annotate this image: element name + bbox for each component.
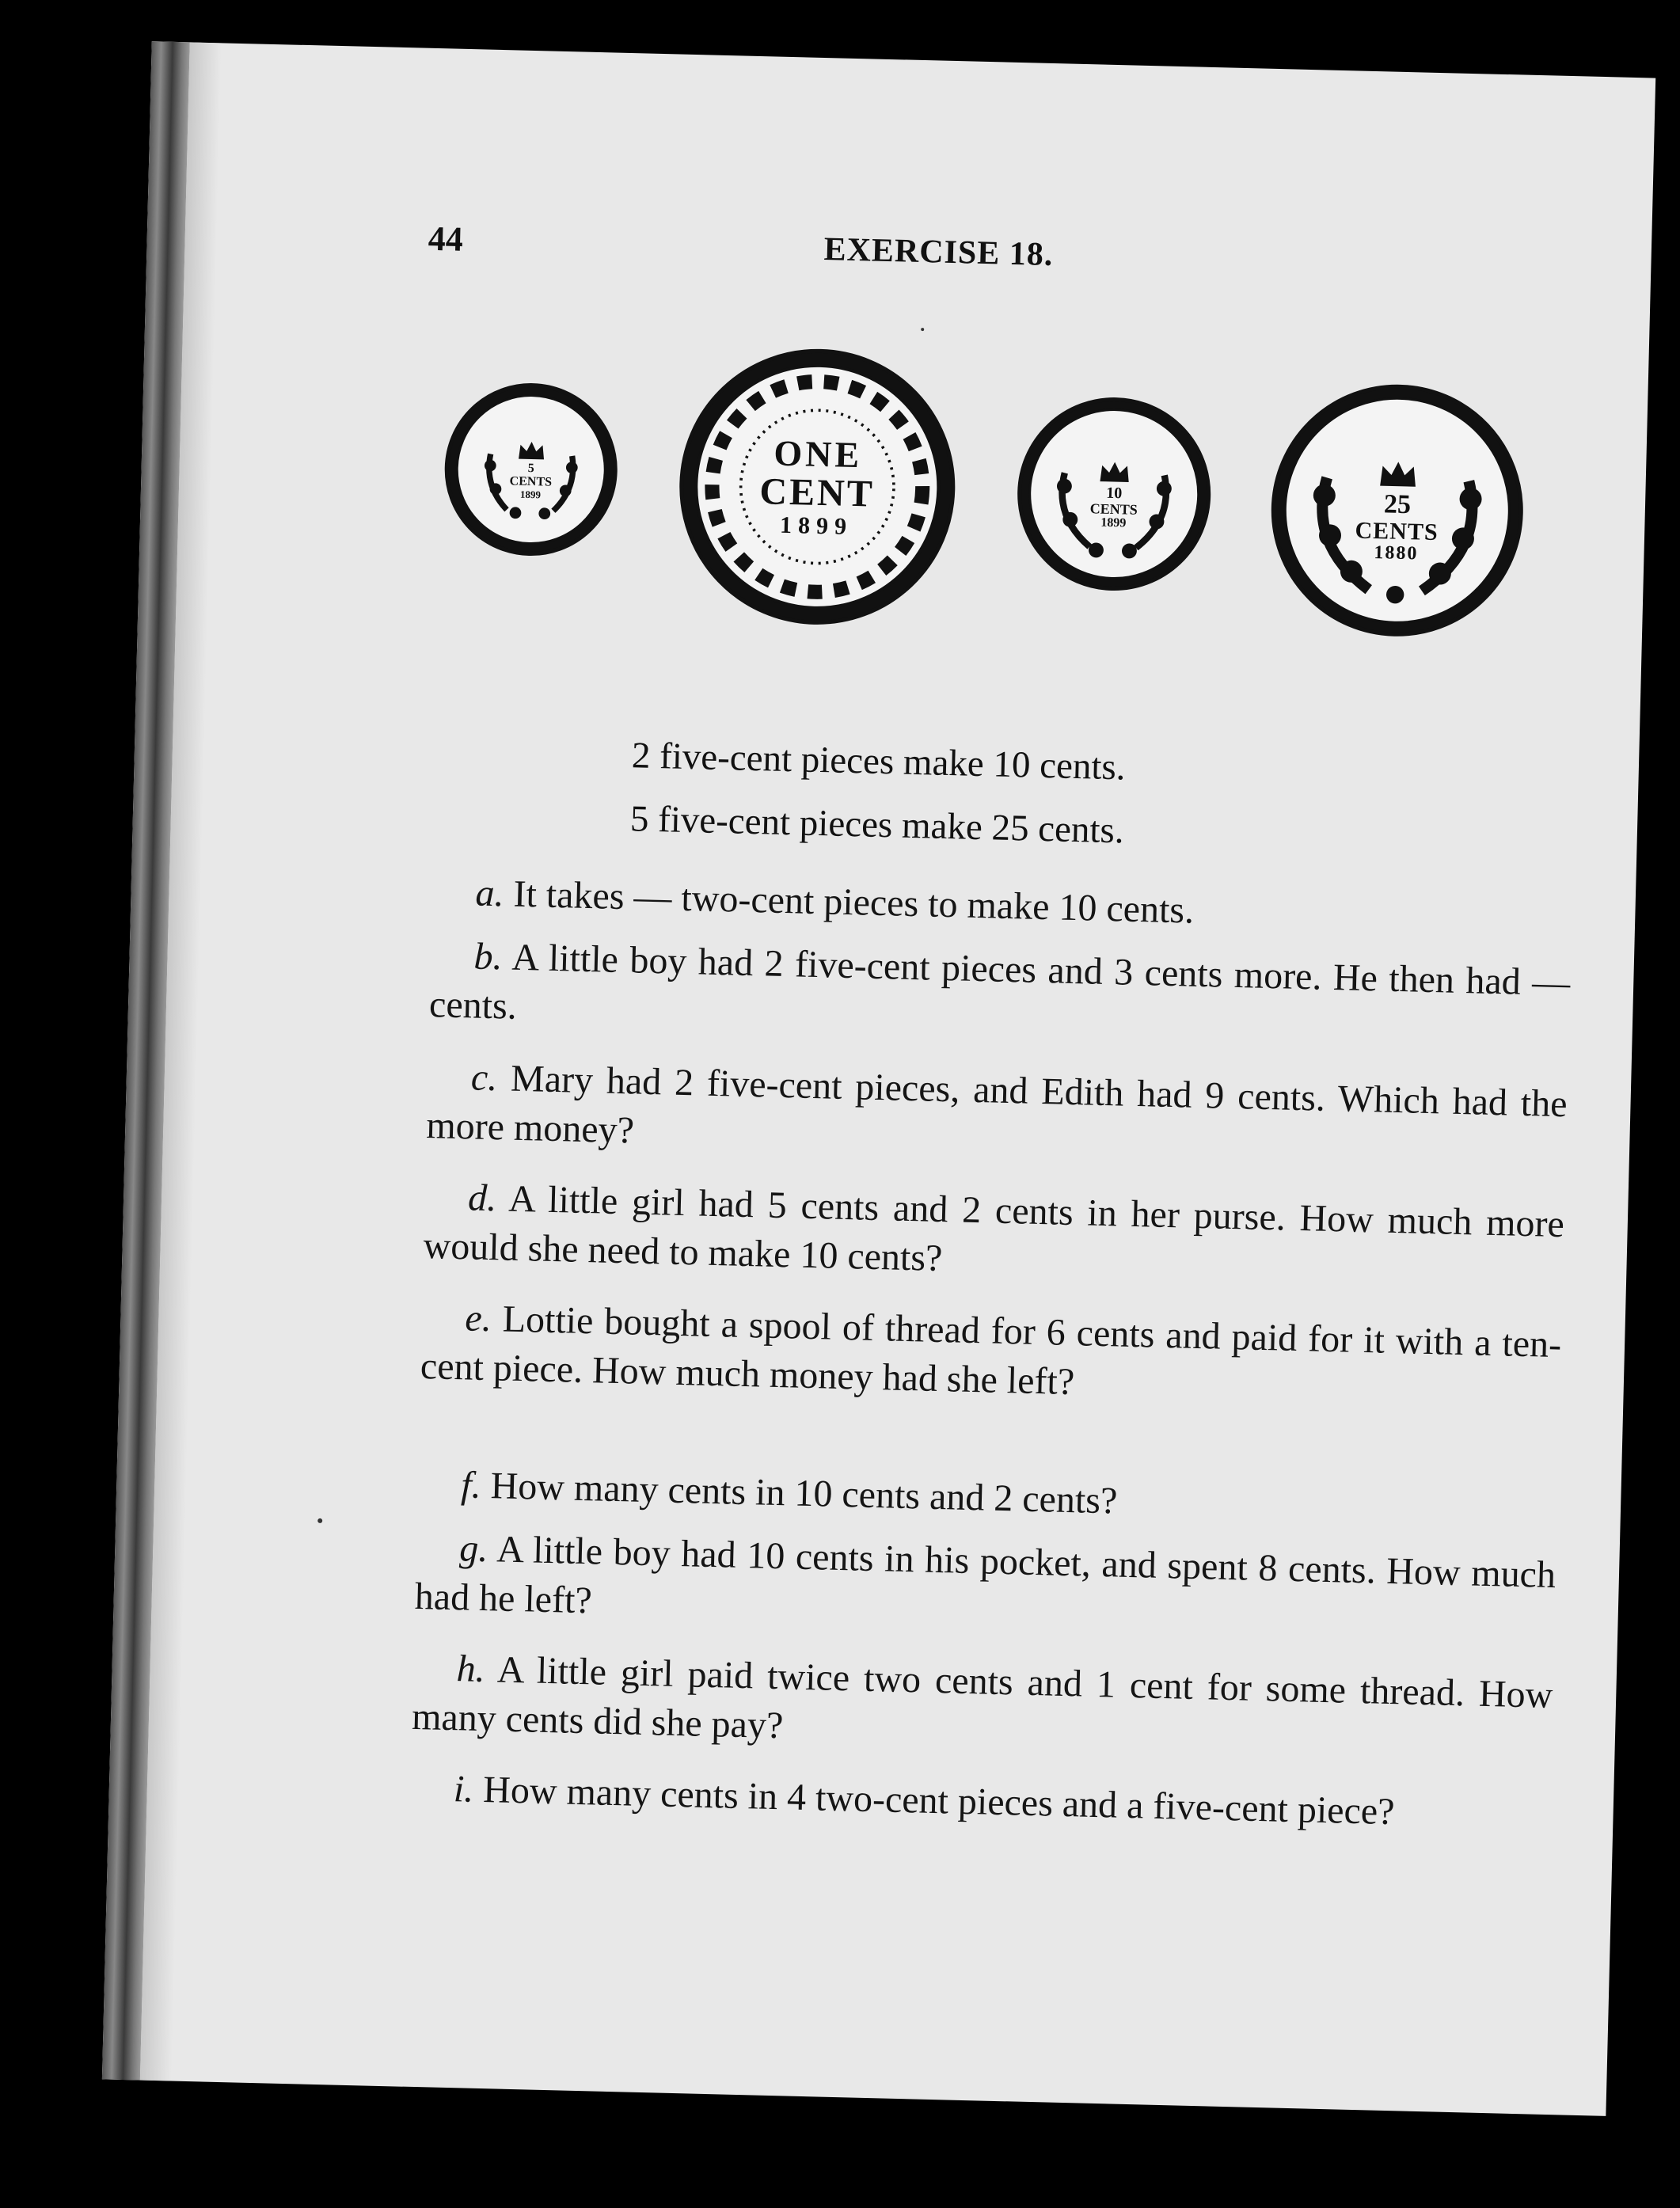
problem-h (411, 1644, 1553, 1769)
coin-five-cents-face (454, 393, 608, 547)
problem-letter: b. (473, 935, 504, 979)
problem-letter: g. (458, 1527, 489, 1571)
coin-year: 1899 (779, 511, 853, 540)
problem-g (414, 1523, 1556, 1649)
problem-letter: f. (460, 1464, 482, 1507)
coin-ten-cents-face (1027, 406, 1202, 581)
coin-label: CENTS (1355, 516, 1439, 545)
coin-year: 1880 (1374, 542, 1419, 564)
exercise-heading: EXERCISE 18. (823, 230, 1054, 274)
problem-text: It takes — two-cent pieces to make 10 cents. (512, 872, 1195, 932)
problem-letter: d. (467, 1176, 497, 1220)
problem-c (426, 1052, 1568, 1178)
coin-year: 1899 (519, 488, 542, 501)
problem-b (428, 931, 1571, 1057)
statement-line: 2 five-cent pieces make 10 cents. (631, 735, 1127, 789)
problem-letter: e. (464, 1297, 492, 1340)
problem-text: How many cents in 4 two-cent pieces and a five-cent piece? (482, 1769, 1396, 1834)
coin-five-cents (443, 381, 619, 557)
paper-speck (921, 328, 924, 331)
problem-letter: a. (474, 872, 505, 915)
problem-letter: i. (453, 1768, 474, 1811)
coin-line-cent: CENT (758, 470, 876, 515)
problem-text: Lottie bought a spool of thread for 6 cents and paid for it with a ten-cent piece. How much money had she left? (420, 1298, 1562, 1404)
coin-label: CENTS (509, 474, 553, 489)
problem-a (431, 868, 1572, 944)
coin-line-one: ONE (773, 432, 863, 476)
coin-twenty-five-cents (1268, 382, 1526, 640)
coin-twenty-five-cents-face (1281, 394, 1513, 626)
statement-line: 5 five-cent pieces make 25 cents. (629, 798, 1125, 852)
problem-f (417, 1460, 1558, 1537)
book-page (102, 41, 1655, 2116)
paper-speck (317, 1518, 322, 1523)
coin-ten-cents (1015, 395, 1213, 593)
coin-label: CENTS (1089, 500, 1138, 518)
coin-one-cent (676, 346, 958, 628)
problem-text: A little boy had 10 cents in his pocket, and spent 8 cents. How much had he left? (414, 1528, 1556, 1622)
coin-one-cent-face (692, 361, 943, 612)
coin-denomination: 10 (1105, 484, 1123, 502)
problem-text: A little girl had 5 cents and 2 cents in her purse. How much more would she need to make 10 cents? (423, 1177, 1565, 1280)
page-number: 44 (428, 219, 464, 259)
problem-i (409, 1764, 1550, 1841)
problem-letter: c. (470, 1056, 498, 1100)
problem-text: A little boy had 2 five-cent pieces and 3 cents more. He then had — cents. (428, 936, 1571, 1028)
problem-text: A little girl paid twice two cents and 1 cent for some thread. How many cents did she pay? (411, 1648, 1553, 1747)
coin-denomination: 5 (527, 462, 534, 476)
problem-text: Mary had 2 five-cent pieces, and Edith had 9 cents. Which had the more money? (425, 1057, 1568, 1152)
problem-letter: h. (456, 1647, 486, 1691)
problem-e (420, 1293, 1562, 1419)
coin-year: 1899 (1100, 515, 1127, 530)
problem-d (423, 1172, 1565, 1298)
coin-denomination: 25 (1383, 489, 1412, 520)
problem-text: How many cents in 10 cents and 2 cents? (490, 1465, 1118, 1522)
